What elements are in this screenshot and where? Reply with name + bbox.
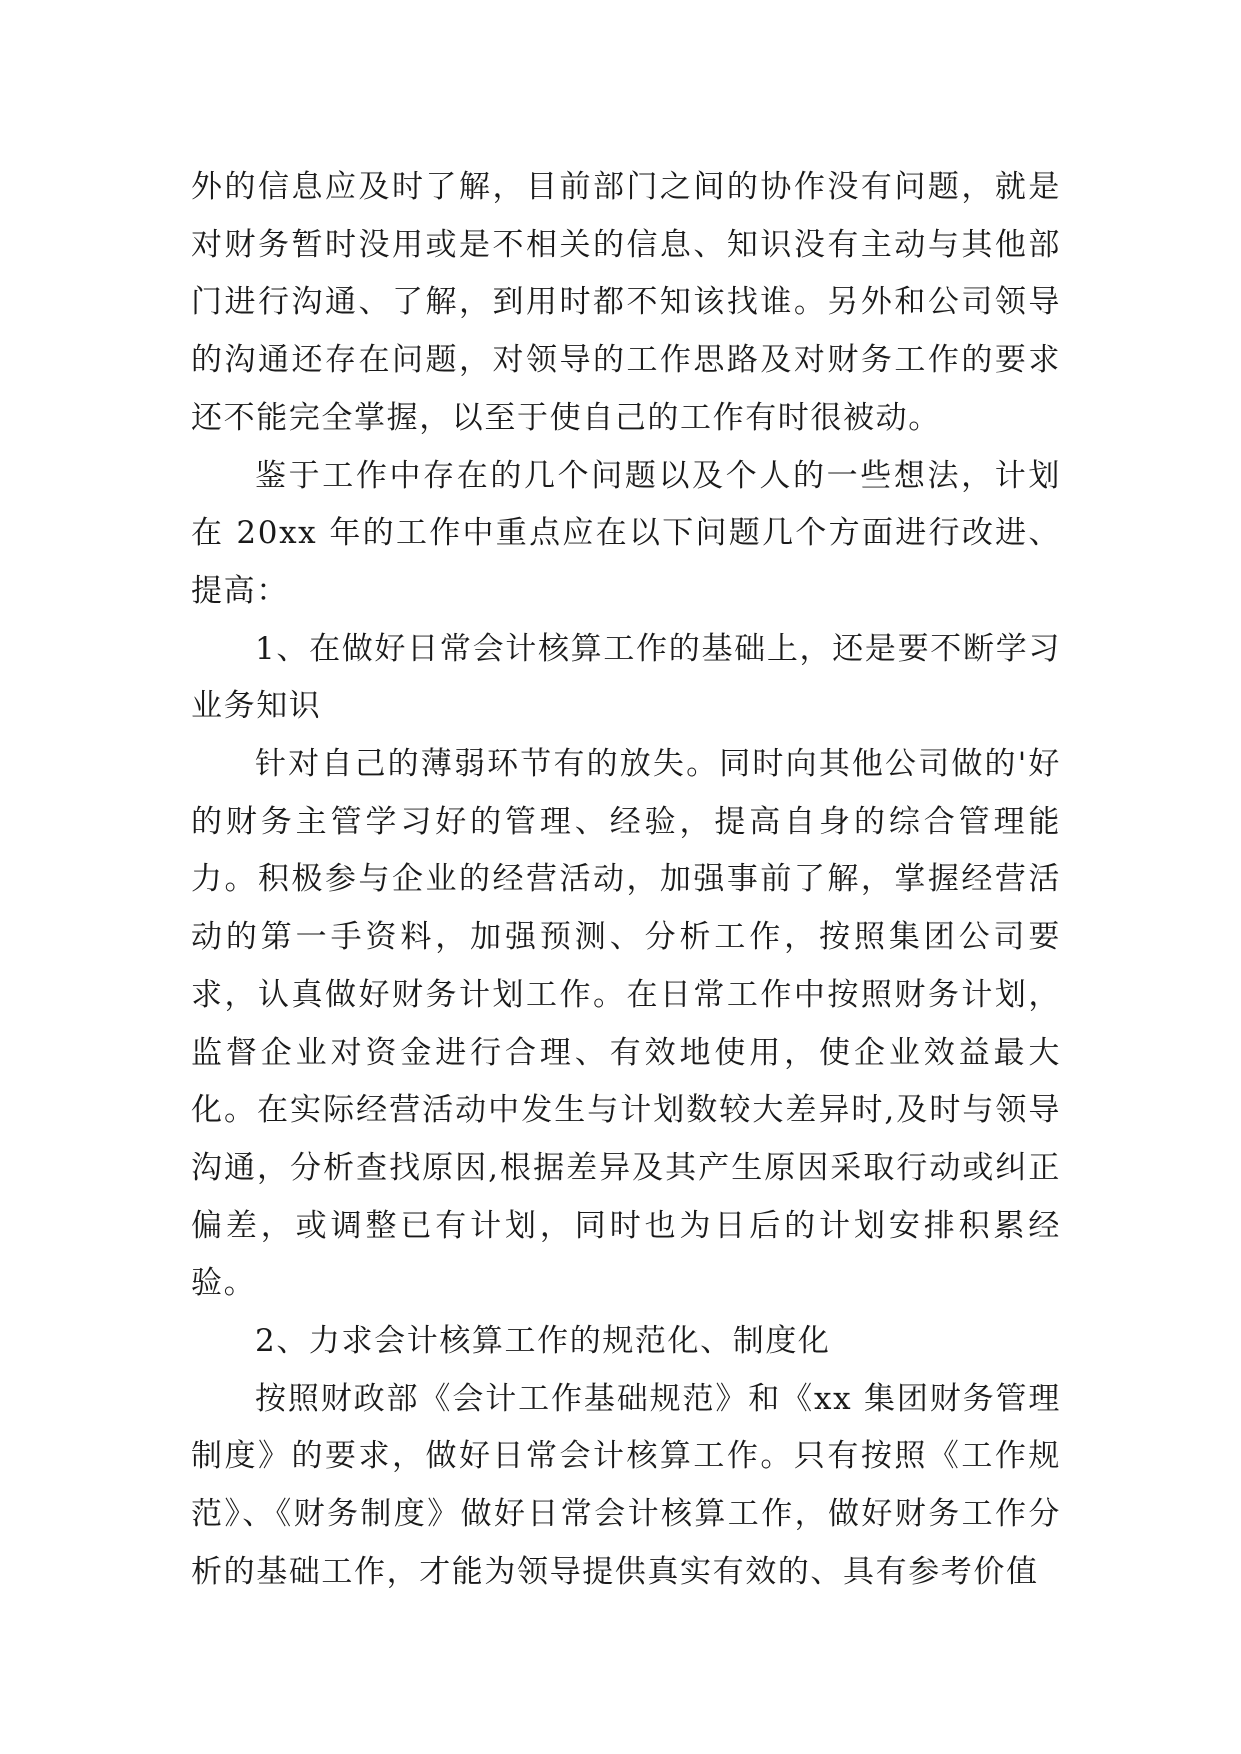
- paragraph-item-1-detail: 针对自己的薄弱环节有的放失。同时向其他公司做的'好的财务主管学习好的管理、经验，提高自身的综合管理能力。积极参与企业的经营活动，加强事前了解，掌握经营活动的第一手资料，加强预测、分析工作，按照集团公司要求，认真做好财务计划工作。在日常工作中按照财务计划，监督企业对资金进行合理、有效地使用，使企业效益最大化。在实际经营活动中发生与计划数较大差异时,及时与领导沟通，分析查找原因,根据差异及其产生原因采取行动或纠正偏差，或调整已有计划，同时也为日后的计划安排积累经验。: [191, 746, 1061, 1302]
- paragraph-improvement-plan: 鉴于工作中存在的几个问题以及个人的一些想法，计划在 20xx 年的工作中重点应在以下问题几个方面进行改进、提高：: [191, 457, 1061, 609]
- heading-item-2: 2、力求会计核算工作的规范化、制度化: [255, 1323, 831, 1360]
- heading-item-1: 1、在做好日常会计核算工作的基础上，还是要不断学习业务知识: [191, 630, 1061, 725]
- paragraph-item-2-detail: 按照财政部《会计工作基础规范》和《xx 集团财务管理制度》的要求，做好日常会计核算工作。只有按照《工作规范》、《财务制度》做好日常会计核算工作，做好财务工作分析的基础工作，才能为领导提供真实有效的、具有参考价值: [191, 1380, 1061, 1590]
- paragraph-communication-issues: 外的信息应及时了解，目前部门之间的协作没有问题，就是对财务暂时没用或是不相关的信息、知识没有主动与其他部门进行沟通、了解，到用时都不知该找谁。另外和公司领导的沟通还存在问题，对领导的工作思路及对财务工作的要求还不能完全掌握，以至于使自己的工作有时很被动。: [191, 169, 1061, 436]
- document-body: [191, 159, 1061, 1602]
